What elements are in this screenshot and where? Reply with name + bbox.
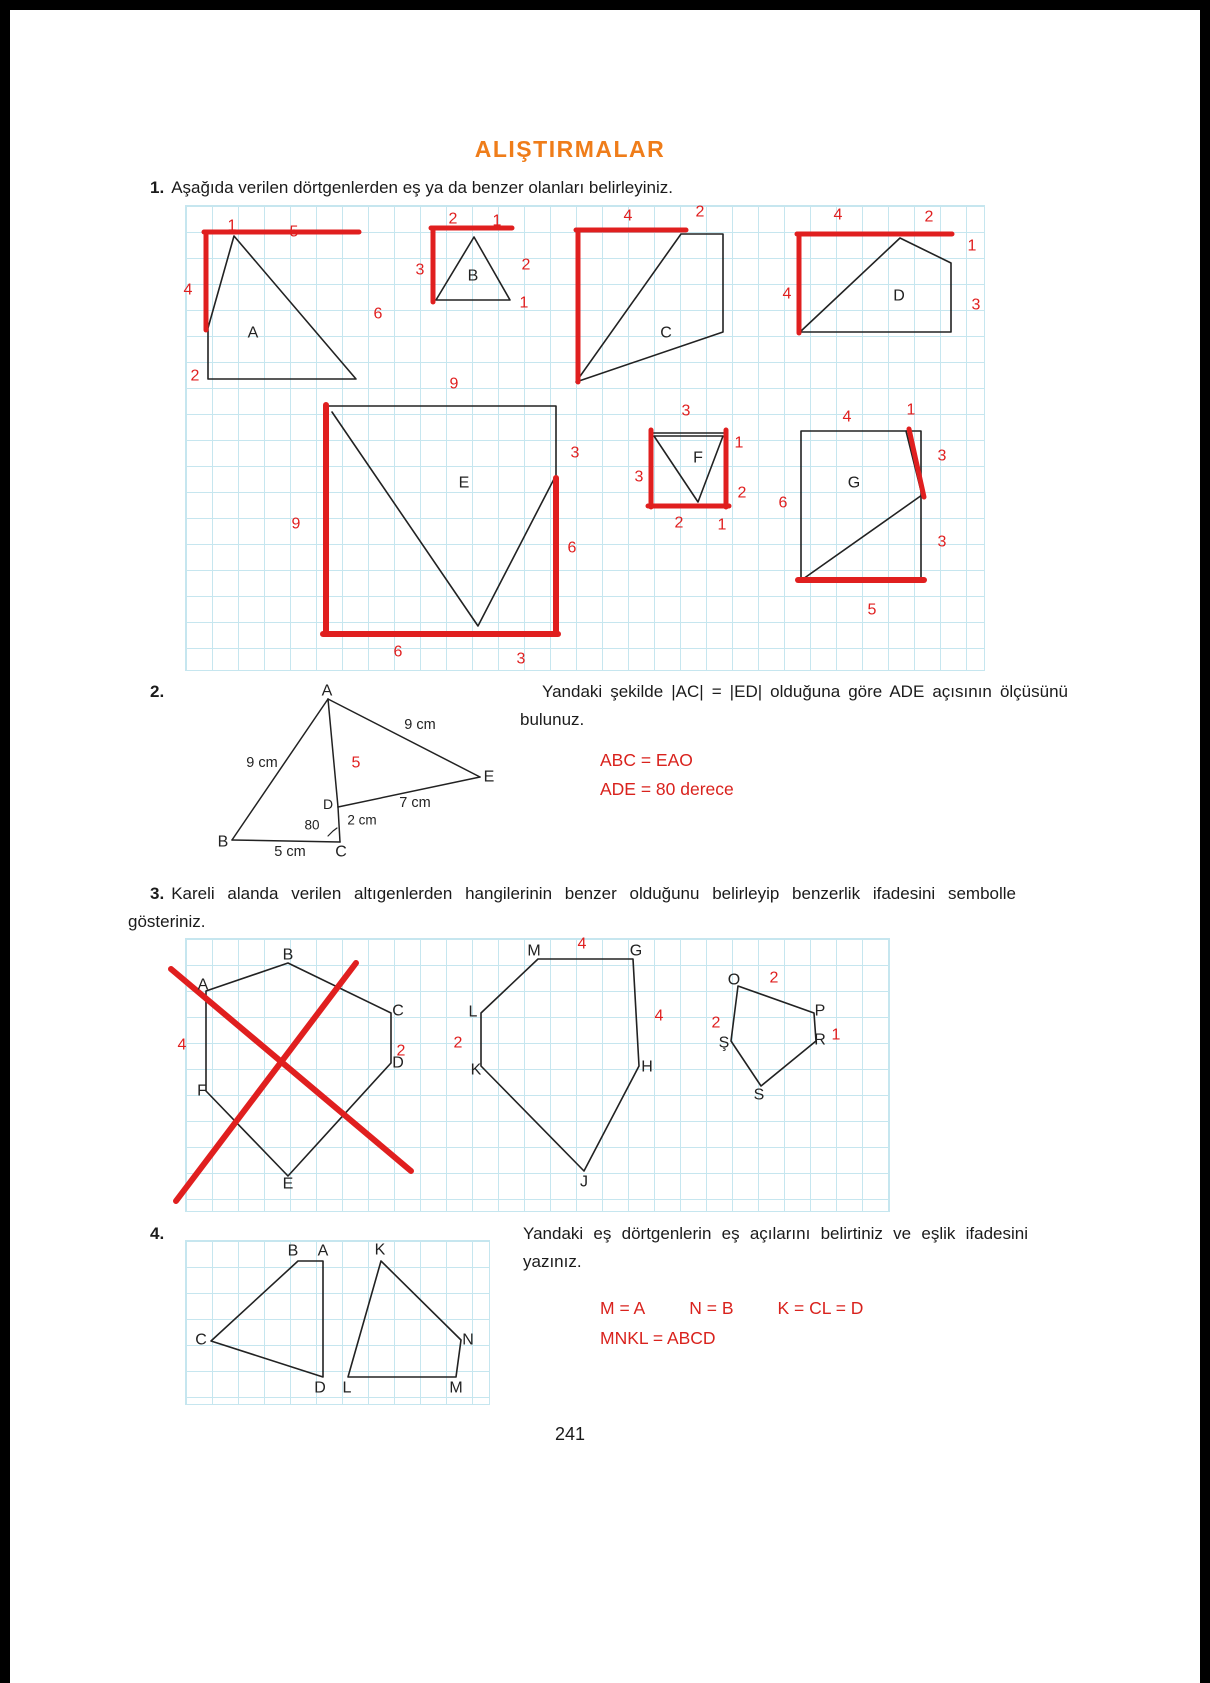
figure-label: G xyxy=(629,942,643,960)
figure-label: M xyxy=(449,1379,463,1397)
figure-label: 5 cm xyxy=(274,844,306,860)
figure-label: E xyxy=(483,768,495,786)
exercise2-text: Yandaki şekilde |AC| = |ED| olduğuna göre ADE açısının ölçüsünü bulunuz. xyxy=(520,682,1068,729)
figure-label: 1 xyxy=(227,217,237,235)
figure-shape xyxy=(328,828,337,836)
exercise2-triangle-figure xyxy=(210,682,510,870)
exercise3-text: Kareli alanda verilen altıgenlerden hangilerinin benzer olduğunu belirleyip benzerlik ifadesini sembolle gösteriniz. xyxy=(128,884,1016,931)
exercise2-answer-line2: ADE = 80 derece xyxy=(600,778,734,799)
page-number: 241 xyxy=(554,1424,586,1444)
figure-label: 2 xyxy=(711,1014,721,1032)
exercise4-answer-line2: MNKL = ABCD xyxy=(600,1328,716,1348)
figure-label: 1 xyxy=(519,294,529,312)
exercise2-answers xyxy=(600,746,734,804)
figure-label: 2 xyxy=(190,367,200,385)
figure-label: K xyxy=(470,1061,482,1079)
figure-label: 1 xyxy=(967,237,977,255)
figure-label: 1 xyxy=(492,212,502,230)
exercise4-answer-b: N = B xyxy=(689,1298,734,1318)
figure-shape xyxy=(171,969,411,1171)
figure-label: 1 xyxy=(906,401,916,419)
figure-label: D xyxy=(314,1379,326,1397)
page-border-top xyxy=(0,0,1210,10)
figure-label: F xyxy=(693,449,703,467)
exercise1-figure xyxy=(183,203,986,672)
figure-label: 3 xyxy=(516,650,526,668)
figure-label: E xyxy=(282,1175,294,1193)
exercise2-number: 2. xyxy=(150,682,165,701)
figure-label: 1 xyxy=(831,1026,841,1044)
figure-label: A xyxy=(321,682,333,700)
exercise4-number: 4. xyxy=(150,1224,165,1243)
figure-label: 3 xyxy=(681,402,691,420)
exercise1-grid-area xyxy=(185,205,985,671)
figure-label: 4 xyxy=(623,207,633,225)
exercise4-text: Yandaki eş dörtgenlerin eş açılarını belirtiniz ve eşlik ifadesini yazınız. xyxy=(523,1224,1028,1271)
figure-label: C xyxy=(660,324,672,342)
figure-label: N xyxy=(462,1331,474,1349)
figure-label: 6 xyxy=(373,305,383,323)
figure-shape xyxy=(206,963,391,1176)
page-border-left xyxy=(0,0,10,1683)
figure-label: 9 cm xyxy=(404,717,436,733)
figure-label: E xyxy=(458,474,470,492)
figure-shape xyxy=(332,412,554,626)
figure-label: C xyxy=(195,1331,207,1349)
figure-label: 5 xyxy=(289,223,299,241)
figure-label: 1 xyxy=(717,516,727,534)
figure-label: 4 xyxy=(782,285,792,303)
figure-shape xyxy=(731,986,816,1086)
exercise3-figure xyxy=(177,935,891,1213)
figure-label: 2 xyxy=(521,256,531,274)
figure-shape xyxy=(232,840,340,842)
figure-shape xyxy=(348,1261,461,1377)
figure-label: S xyxy=(753,1086,765,1104)
figure-label: 4 xyxy=(177,1036,187,1054)
exercise1-text: Aşağıda verilen dörtgenlerden eş ya da benzer olanları belirleyiniz. xyxy=(171,178,673,197)
figure-label: G xyxy=(847,474,861,492)
figure-label: C xyxy=(392,1002,404,1020)
exercise3-prompt xyxy=(128,880,1016,935)
figure-label: 3 xyxy=(971,296,981,314)
figure-label: 5 xyxy=(867,601,877,619)
figure-label: 2 xyxy=(769,969,779,987)
exercise4-grid-area xyxy=(185,1240,490,1405)
figure-label: Ş xyxy=(718,1034,730,1052)
figure-label: B xyxy=(467,267,479,285)
figure-label: 6 xyxy=(567,539,577,557)
figure-label: 2 xyxy=(674,514,684,532)
figure-label: 3 xyxy=(570,444,580,462)
figure-label: B xyxy=(217,833,229,851)
figure-label: M xyxy=(527,942,541,960)
exercise4-answer-c: K = CL = D xyxy=(777,1298,864,1318)
figure-label: A xyxy=(197,976,209,994)
figure-label: 3 xyxy=(415,261,425,279)
figure-label: 3 xyxy=(937,533,947,551)
figure-label: L xyxy=(468,1003,478,1021)
exercise4-answers-row xyxy=(600,1294,863,1323)
figure-shape xyxy=(803,495,922,579)
figure-label: 6 xyxy=(778,494,788,512)
figure-shape xyxy=(326,406,556,632)
figure-label: F xyxy=(197,1082,207,1100)
figure-label: 5 xyxy=(351,754,361,772)
figure-label: 1 xyxy=(734,434,744,452)
figure-label: 80 xyxy=(304,817,320,833)
figure-label: 4 xyxy=(577,935,587,953)
figure-label: C xyxy=(335,843,347,861)
figure-label: O xyxy=(727,971,741,989)
figure-shape xyxy=(801,431,921,581)
figure-label: P xyxy=(814,1002,826,1020)
figure-label: D xyxy=(392,1054,404,1072)
figure-label: 2 xyxy=(396,1042,406,1060)
exercise1-prompt xyxy=(150,174,1010,202)
figure-label: 7 cm xyxy=(399,795,431,811)
exercise4-figure xyxy=(186,1241,491,1406)
exercise3-number: 3. xyxy=(150,884,165,903)
page-border-right xyxy=(1200,0,1210,1683)
figure-label: 2 xyxy=(695,203,705,221)
page-title: ALIŞTIRMALAR xyxy=(474,136,666,162)
figure-label: 4 xyxy=(654,1007,664,1025)
figure-label: 9 cm xyxy=(246,755,278,771)
figure-shape xyxy=(654,436,723,502)
figure-label: B xyxy=(287,1242,299,1260)
figure-label: L xyxy=(342,1379,352,1397)
figure-label: 3 xyxy=(937,447,947,465)
figure-label: J xyxy=(580,1173,588,1191)
figure-label: 4 xyxy=(842,408,852,426)
figure-shape xyxy=(800,238,951,332)
figure-label: D xyxy=(893,287,905,305)
figure-label: 6 xyxy=(393,643,403,661)
figure-label: 2 xyxy=(448,210,458,228)
figure-label: 2 xyxy=(453,1034,463,1052)
figure-label: 2 cm xyxy=(347,812,377,828)
figure-shape xyxy=(211,1261,323,1377)
figure-shape xyxy=(576,234,723,382)
figure-label: D xyxy=(322,796,334,812)
exercise1-number: 1. xyxy=(150,178,165,197)
figure-label: 2 xyxy=(737,484,747,502)
exercise2-answer-line1: ABC = EAO xyxy=(600,750,693,770)
figure-label: 3 xyxy=(634,468,644,486)
figure-label: 4 xyxy=(833,206,843,224)
figure-label: R xyxy=(814,1031,826,1049)
figure-label: 9 xyxy=(291,515,301,533)
figure-label: A xyxy=(247,324,259,342)
figure-shape xyxy=(481,959,639,1171)
figure-shape xyxy=(328,699,338,807)
figure-label: 9 xyxy=(449,375,459,393)
figure-shape xyxy=(208,236,356,379)
exercise3-grid-area xyxy=(177,935,890,1212)
figure-label: 2 xyxy=(924,208,934,226)
exercise4-answer-a: M = A xyxy=(600,1298,646,1318)
figure-label: B xyxy=(282,946,294,964)
figure-shape xyxy=(338,807,340,842)
figure-label: H xyxy=(641,1058,653,1076)
figure-label: 4 xyxy=(183,281,193,299)
figure-label: K xyxy=(374,1241,386,1259)
figure-label: A xyxy=(317,1242,329,1260)
